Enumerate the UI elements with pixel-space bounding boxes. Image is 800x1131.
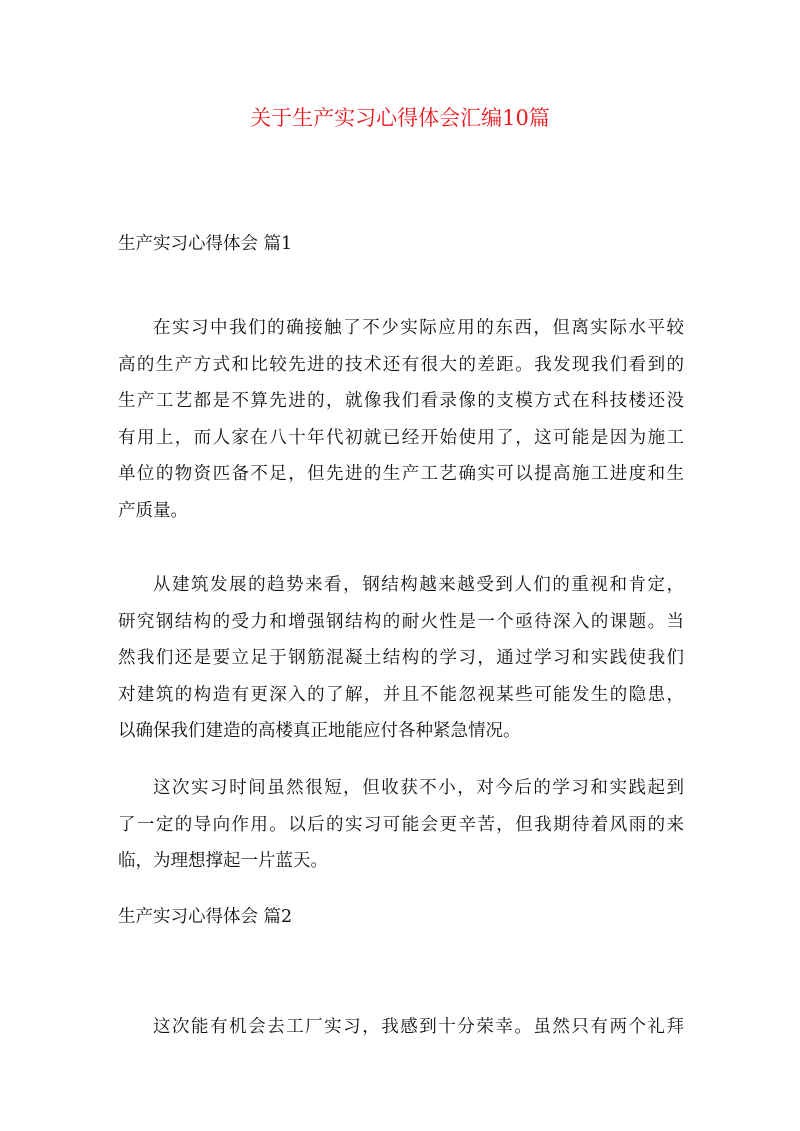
text-line: 这次能有机会去工厂实习，我感到十分荣幸。虽然只有两个礼拜 [153, 1017, 684, 1037]
section-heading-1: 生产实习心得体会 篇1 [118, 234, 293, 254]
text-line: 从建筑发展的趋势来看，钢结构越来越受到人们的重视和肯定， [153, 575, 684, 595]
paragraph-1-3 [118, 770, 684, 880]
text-line: 单位的物资匹备不足，但先进的生产工艺确实可以提高施工进度和生 [118, 464, 684, 485]
document-title: 关于生产实习心得体会汇编10篇 [250, 106, 550, 130]
text-line: 高的生产方式和比较先进的技术还有很大的差距。我发现我们看到的 [118, 354, 684, 375]
paragraph-1-1 [118, 310, 684, 530]
section-heading-2: 生产实习心得体会 篇2 [118, 907, 293, 927]
text-line: 以确保我们建造的高楼真正地能应付各种紧急情况。 [118, 721, 521, 742]
text-line: 这次实习时间虽然很短，但收获不小，对今后的学习和实践起到 [153, 778, 684, 798]
text-line: 对建筑的构造有更深入的了解，并且不能忽视某些可能发生的隐患， [118, 684, 684, 705]
text-line: 了一定的导向作用。以后的实习可能会更辛苦，但我期待着风雨的来 [118, 814, 684, 835]
text-line: 然我们还是要立足于钢筋混凝土结构的学习，通过学习和实践使我们 [118, 648, 684, 669]
text-line: 产质量。 [118, 500, 188, 521]
paragraph-1-2 [118, 567, 684, 750]
text-line: 研究钢结构的受力和增强钢结构的耐火性是一个亟待深入的课题。当 [118, 611, 684, 632]
text-line: 生产工艺都是不算先进的，就像我们看录像的支模方式在科技楼还没 [118, 391, 684, 412]
text-line: 在实习中我们的确接触了不少实际应用的东西，但离实际水平较 [153, 318, 684, 338]
text-line: 临，为理想撑起一片蓝天。 [118, 851, 328, 872]
text-line: 有用上，而人家在八十年代初就已经开始使用了，这可能是因为施工 [118, 427, 684, 448]
paragraph-2-1 [118, 1009, 684, 1046]
